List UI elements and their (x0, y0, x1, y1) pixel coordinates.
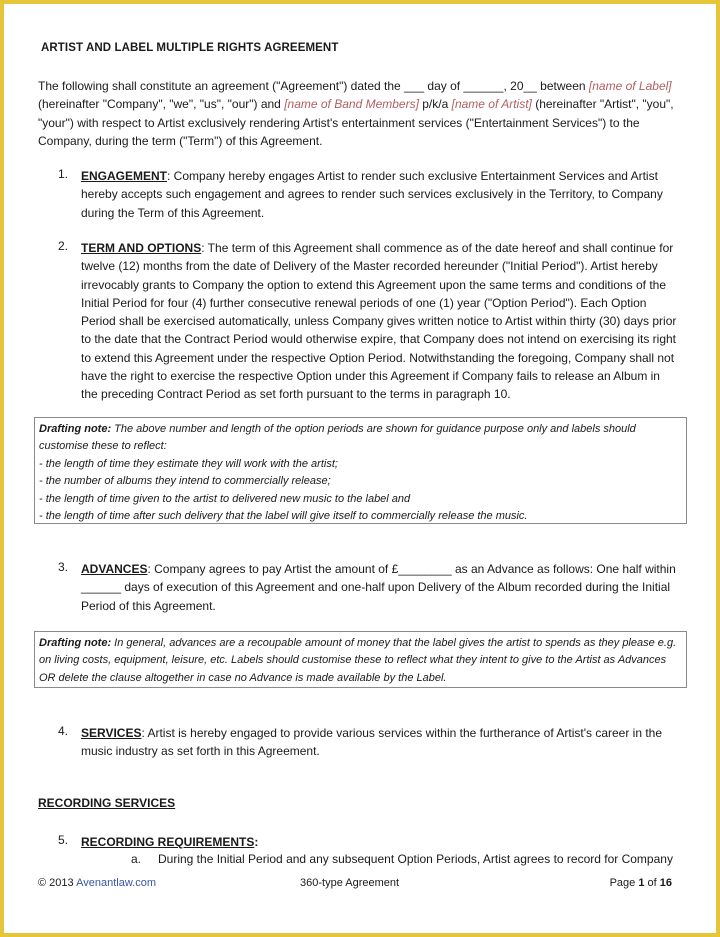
clause-number: 2. (58, 239, 69, 253)
intro-text-2: (hereinafter "Company", "we", "us", "our") and (38, 97, 285, 112)
page-total: 16 (659, 877, 672, 889)
page-of: of (644, 877, 660, 889)
page-footer (38, 877, 672, 893)
footer-copyright (38, 877, 156, 889)
note-line: - the length of time they estimate they will work with the artist; (39, 457, 338, 470)
clause-heading: ADVANCES (81, 562, 148, 576)
page-prefix: Page (609, 877, 639, 889)
clause-engagement (38, 167, 678, 222)
clause-text: : Company agrees to pay Artist the amount of £________ as an Advance as follows: One half within ______ days of execution of this Agreement and one-half upon Delivery of the Album recorded during the Initial Period of this Agreement. (81, 562, 676, 613)
band-members-placeholder: [name of Band Members] (284, 97, 419, 112)
clause-number: 4. (58, 724, 69, 738)
footer-document-type: 360-type Agreement (300, 877, 400, 889)
note-line: In general, advances are a recoupable amount of money that the label gives the artist to spends as they please e.g. on living costs, equipment, leisure, etc. Labels should customise these to reflect what they intent to give to the Artist as Advances OR delete the clause altogether in case no Advance is made available by the Label. (39, 637, 677, 684)
clause-recording-requirements (38, 833, 678, 851)
clause-heading: ENGAGEMENT (81, 169, 168, 183)
document-title: ARTIST AND LABEL MULTIPLE RIGHTS AGREEMENT (41, 42, 339, 54)
section-heading-recording-services: RECORDING SERVICES (38, 796, 176, 810)
website-link[interactable]: Avenantlaw.com (76, 877, 156, 889)
subclause-letter: a. (131, 852, 142, 866)
intro-text-3: p/k/a (418, 97, 452, 112)
page-number (610, 877, 672, 889)
note-line: - the length of time after such delivery that the label will give itself to commercially release the music. (39, 510, 528, 523)
clause-text: : (254, 835, 259, 849)
note-line: - the number of albums they intend to commercially release; (39, 475, 331, 488)
intro-text-4: (hereinafter "Artist", "you", "your") with respect to Artist exclusively rendering Artist's entertainment services ("Entertainment Services") to the Company, during the term ("Term") of this Agreement. (38, 97, 674, 148)
subclause-text: During the Initial Period and any subsequent Option Periods, Artist agrees to record for Company (158, 852, 673, 866)
clause-number: 1. (58, 167, 69, 181)
label-name-placeholder: [name of Label] (588, 79, 672, 93)
drafting-note-options (34, 417, 687, 524)
copyright-text: © 2013 (38, 877, 77, 889)
note-label: Drafting note: (39, 637, 112, 649)
page-current: 1 (638, 877, 645, 889)
clause-term-and-options (38, 239, 678, 404)
clause-number: 5. (58, 833, 69, 847)
note-label: Drafting note: (39, 423, 112, 435)
drafting-note-advances (34, 631, 687, 688)
document-page (4, 4, 716, 933)
clause-number: 3. (58, 560, 69, 574)
clause-text: : Company hereby engages Artist to render such exclusive Entertainment Services and Artist hereby accepts such engagement and agrees to render such services exclusively in the Territory, to Company during the Term of this Agreement. (81, 169, 663, 220)
clause-heading: TERM AND OPTIONS (81, 241, 202, 255)
clause-text: : The term of this Agreement shall commence as of the date hereof and shall continue for twelve (12) months from the date of Delivery of the Master recorded hereunder ("Initial Period"). Artist hereby irrevocably grants to Company the option to extend this Agreement upon the same terms and conditions of the Initial Period for four (4) further consecutive renewal periods of one (1) year ("Option Period"). Each Option Period shall be exercised automatically, unless Company gives written notice to Artist within thirty (30) days prior to the date that the Contract Period would otherwise expire, that Company does not intend on exercising its right to extend this Agreement under the respective Option Period. Notwithstanding the foregoing, Company shall not have the right to exercise the respective Option under this Agreement if Company fails to release an Album in the preceding Contract Period as set forth pursuant to the terms in paragraph 10. (81, 241, 677, 402)
clause-heading: SERVICES (81, 726, 142, 740)
note-line: - the length of time given to the artist to delivered new music to the label and (39, 492, 411, 505)
clause-advances (38, 560, 678, 615)
artist-name-placeholder: [name of Artist] (451, 97, 532, 112)
note-line: The above number and length of the option periods are shown for guidance purpose only and labels should customise these to reflect: (39, 423, 636, 453)
intro-paragraph (38, 77, 678, 150)
clause-services (38, 724, 678, 761)
intro-text-1: The following shall constitute an agreement ("Agreement") dated the ___ day of ______, 20__ between (38, 79, 589, 93)
clause-text: : Artist is hereby engaged to provide various services within the furtherance of Artist's career in the music industry as set forth in this Agreement. (81, 726, 663, 759)
clause-heading: RECORDING REQUIREMENTS (81, 835, 255, 849)
